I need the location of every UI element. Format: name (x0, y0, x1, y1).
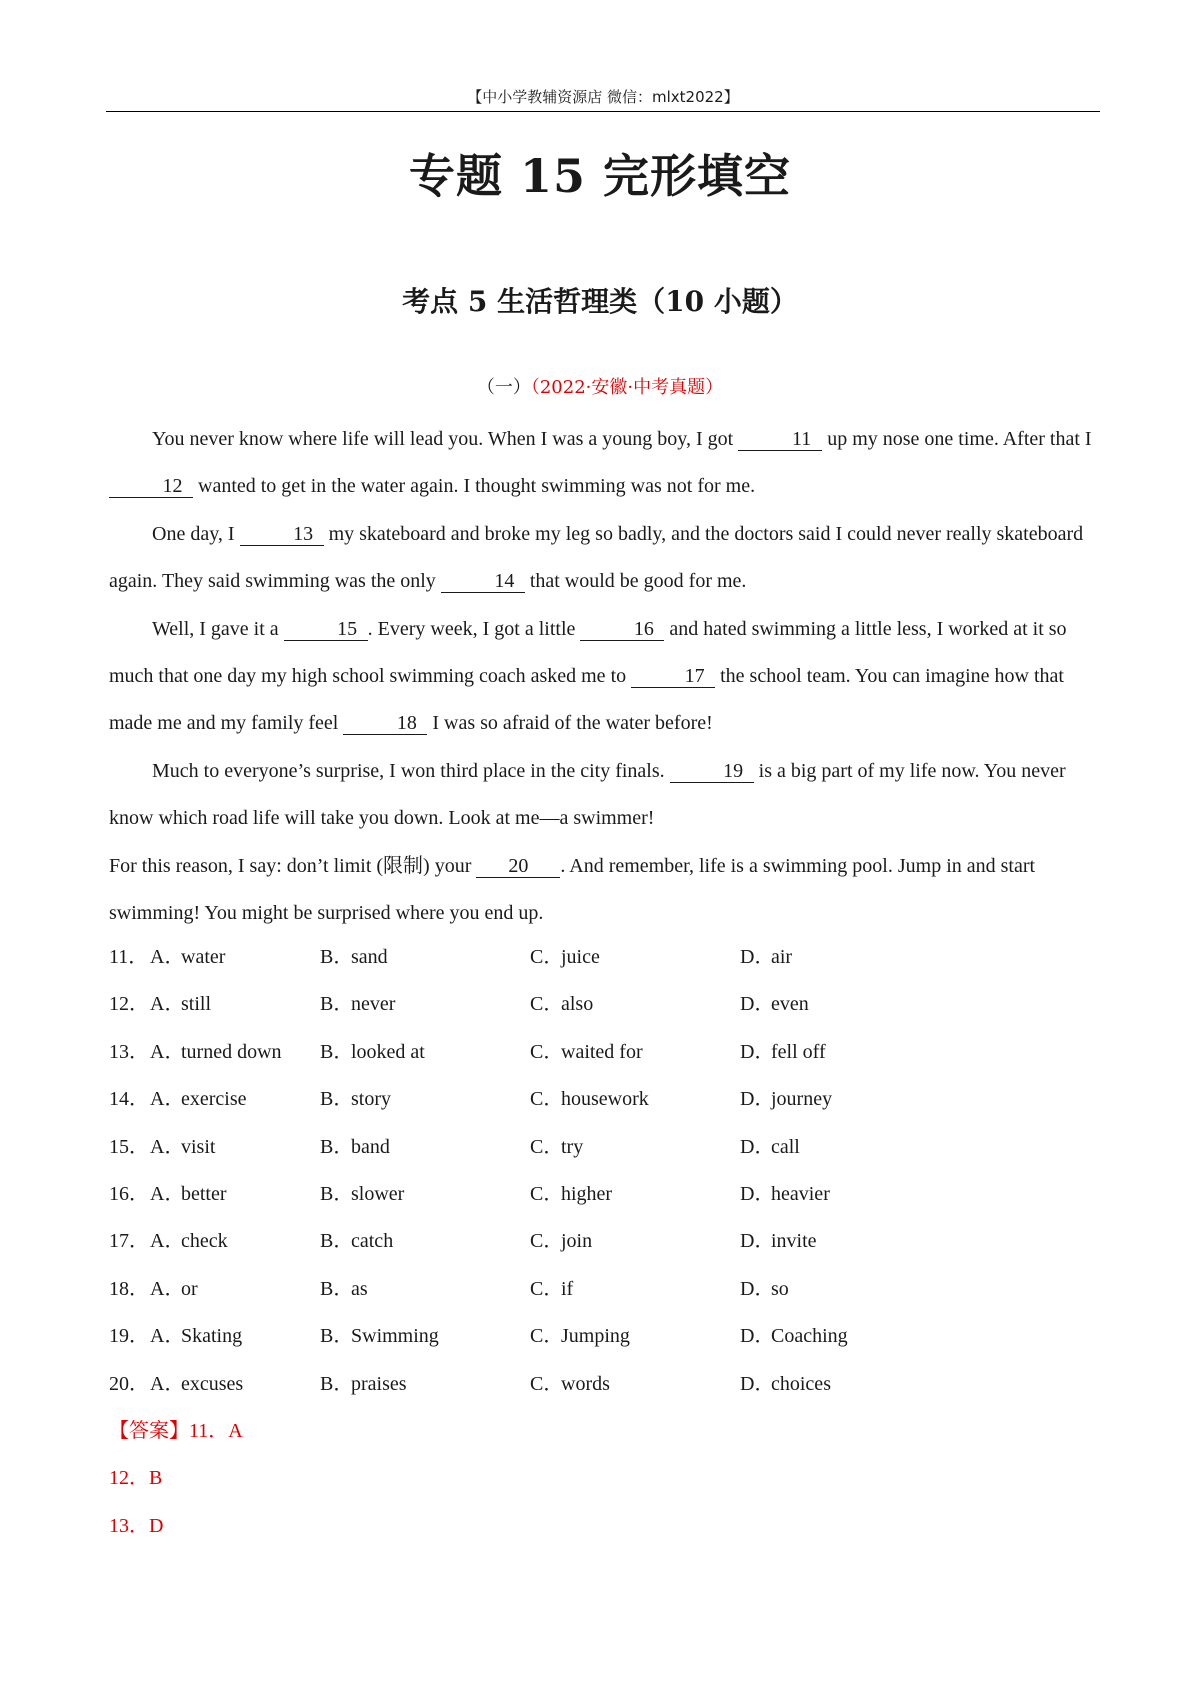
question-number: 17． (109, 1230, 149, 1253)
option-letter: A． (150, 1230, 185, 1253)
option-c (530, 1361, 610, 1408)
cloze-blank: 11 (738, 428, 822, 451)
cloze-blank: 15 (284, 618, 368, 641)
option-letter: C． (530, 1135, 564, 1158)
option-text: Swimming (351, 1325, 439, 1348)
option-text: turned down (181, 1040, 282, 1063)
question-row (109, 1029, 1099, 1076)
passage-text: For this reason, I say: don’t limit (限制) your (109, 854, 477, 877)
option-b (320, 1124, 390, 1171)
option-letter: C． (530, 1372, 564, 1395)
option-letter: D． (740, 1135, 775, 1158)
option-a (150, 1029, 282, 1076)
question-row (109, 981, 1099, 1028)
option-text: catch (351, 1230, 394, 1253)
option-d (740, 1076, 832, 1123)
passage-text: You never know where life will lead you. When I was a young boy, I got (152, 428, 739, 450)
option-text: choices (771, 1372, 831, 1395)
passage-paragraph (109, 511, 1099, 606)
cloze-blank: 13 (240, 523, 324, 546)
option-text: housework (561, 1088, 649, 1111)
option-letter: D． (740, 946, 775, 968)
option-letter: D． (740, 1325, 775, 1348)
option-d (740, 1029, 826, 1076)
option-c (530, 1076, 649, 1123)
option-letter: B． (320, 1040, 354, 1063)
option-a (150, 1076, 247, 1123)
option-letter: A． (150, 1040, 185, 1063)
option-letter: A． (150, 946, 185, 968)
option-text: also (561, 993, 594, 1016)
question-row (109, 1313, 1099, 1360)
option-text: slower (351, 1182, 405, 1205)
option-b (320, 1171, 404, 1218)
passage-text: Well, I gave it a (152, 617, 284, 640)
passage-number: （一） (476, 377, 531, 398)
option-text: better (181, 1182, 227, 1205)
cloze-blank: 20 (476, 855, 560, 878)
option-c (530, 1124, 583, 1171)
cloze-blank: 14 (441, 570, 525, 593)
option-b (320, 1076, 391, 1123)
option-text: story (351, 1088, 391, 1111)
option-letter: C． (530, 1182, 564, 1205)
option-d (740, 1124, 800, 1171)
option-d (740, 1218, 817, 1265)
option-c (530, 1218, 592, 1265)
answer-section (109, 1408, 243, 1550)
question-row (109, 1124, 1099, 1171)
option-c (530, 1266, 573, 1313)
option-b (320, 1029, 425, 1076)
option-a (150, 934, 225, 981)
passage-text: that would be good for me. (524, 570, 747, 593)
option-letter: B． (320, 1182, 354, 1205)
option-letter: B． (320, 946, 354, 968)
option-b (320, 1266, 368, 1313)
option-text: invite (771, 1230, 817, 1253)
option-a (150, 1266, 198, 1313)
option-text: or (181, 1277, 198, 1300)
option-c (530, 1313, 630, 1360)
option-text: Jumping (561, 1325, 630, 1348)
option-text: words (561, 1372, 610, 1395)
option-d (740, 981, 809, 1028)
option-letter: A． (150, 1088, 185, 1111)
question-number: 18． (109, 1277, 149, 1300)
question-number: 15． (109, 1135, 149, 1158)
passage-text: my skateboard and broke my leg so badly, and the doctors said I could never really skateboard again. They said swimming was the only (109, 522, 1084, 593)
option-text: call (771, 1135, 800, 1158)
option-b (320, 1313, 439, 1360)
option-d (740, 934, 792, 981)
passage-text: wanted to get in the water again. I thought swimming was not for me. (193, 475, 756, 498)
option-letter: A． (150, 1325, 185, 1348)
option-letter: C． (530, 993, 564, 1016)
option-a (150, 1361, 243, 1408)
section-subtitle: 考点 5 生活哲理类（10 小题） (402, 285, 798, 318)
option-letter: B． (320, 1135, 354, 1158)
option-b (320, 1218, 393, 1265)
option-letter: C． (530, 1230, 564, 1253)
option-text: fell off (771, 1040, 826, 1063)
option-letter: A． (150, 1182, 185, 1205)
passage-text: and hated swimming a little less, I worked at it so much that one day my high school swimming coach asked me to (109, 617, 1067, 688)
answer-line: 【答案】11．A (109, 1420, 243, 1442)
option-text: waited for (561, 1040, 643, 1063)
option-letter: B． (320, 1372, 354, 1395)
option-letter: D． (740, 1277, 775, 1300)
option-letter: C． (530, 1277, 564, 1300)
option-d (740, 1313, 848, 1360)
option-text: higher (561, 1182, 613, 1205)
cloze-blank: 16 (580, 618, 664, 641)
option-c (530, 1171, 612, 1218)
option-letter: D． (740, 1182, 775, 1205)
option-text: still (181, 993, 212, 1016)
option-letter: D． (740, 993, 775, 1016)
option-a (150, 981, 211, 1028)
option-letter: C． (530, 1088, 564, 1111)
option-text: join (561, 1230, 593, 1253)
option-letter: B． (320, 1325, 354, 1348)
question-number: 12． (109, 993, 149, 1016)
question-row (109, 934, 1099, 981)
option-letter: D． (740, 1230, 775, 1253)
option-text: check (181, 1230, 228, 1253)
question-number: 13． (109, 1040, 149, 1063)
option-text: water (181, 946, 226, 968)
option-text: air (771, 946, 793, 968)
option-letter: A． (150, 1135, 185, 1158)
question-number: 16． (109, 1182, 149, 1205)
question-options (109, 934, 1099, 1408)
option-text: looked at (351, 1040, 425, 1063)
option-text: never (351, 993, 396, 1016)
passage-text: I was so afraid of the water before! (427, 712, 713, 735)
option-a (150, 1313, 242, 1360)
passage-paragraph (109, 748, 1099, 843)
option-text: praises (351, 1372, 407, 1395)
question-row (109, 1361, 1099, 1408)
passage-source (0, 373, 1200, 399)
option-letter: B． (320, 993, 354, 1016)
option-letter: A． (150, 1277, 185, 1300)
option-letter: D． (740, 1088, 775, 1111)
passage-text: up my nose one time. After that I (822, 428, 1092, 450)
page-title: 专题 15 完形填空 (408, 149, 792, 203)
option-text: if (561, 1277, 574, 1300)
question-row (109, 1218, 1099, 1265)
option-text: band (351, 1135, 390, 1158)
answer-line: 12．B (109, 1467, 163, 1490)
exam-source: （2022·安徽·中考真题） (530, 377, 724, 398)
option-b (320, 934, 388, 981)
question-row (109, 1171, 1099, 1218)
option-b (320, 981, 395, 1028)
cloze-blank: 17 (631, 665, 715, 688)
passage-paragraph (109, 843, 1099, 938)
cloze-passage (109, 416, 1099, 937)
option-letter: D． (740, 1372, 775, 1395)
option-text: exercise (181, 1088, 247, 1111)
option-letter: C． (530, 1325, 564, 1348)
option-c (530, 1029, 643, 1076)
cloze-blank: 19 (670, 760, 754, 783)
option-d (740, 1266, 789, 1313)
passage-paragraph (109, 416, 1099, 511)
question-number: 11． (109, 946, 149, 968)
option-text: heavier (771, 1182, 830, 1205)
option-text: excuses (181, 1372, 244, 1395)
cloze-blank: 12 (109, 475, 193, 498)
option-d (740, 1361, 831, 1408)
option-c (530, 981, 593, 1028)
passage-text: the school team. You can imagine how that made me and my family feel (109, 665, 1064, 735)
question-row (109, 1076, 1099, 1123)
header-divider (106, 111, 1100, 112)
option-letter: C． (530, 946, 564, 968)
option-text: even (771, 993, 809, 1016)
option-text: juice (561, 946, 600, 968)
cloze-blank: 18 (343, 712, 427, 735)
option-text: Coaching (771, 1325, 848, 1348)
option-a (150, 1218, 228, 1265)
option-a (150, 1171, 227, 1218)
passage-text: One day, I (152, 522, 240, 545)
option-text: sand (351, 946, 388, 968)
option-letter: B． (320, 1088, 354, 1111)
option-letter: B． (320, 1277, 354, 1300)
option-a (150, 1124, 215, 1171)
passage-text: Much to everyone’s surprise, I won third place in the city finals. (152, 759, 670, 782)
question-number: 19． (109, 1325, 149, 1348)
question-number: 20． (109, 1372, 149, 1395)
page-header: 【中小学教辅资源店 微信：mlxt2022】 (467, 88, 739, 106)
option-c (530, 934, 600, 981)
passage-text: . And remember, life is a swimming pool. Jump in and start swimming! You might be surprised where you end up. (109, 854, 1036, 925)
option-letter: C． (530, 1040, 564, 1063)
option-letter: A． (150, 1372, 185, 1395)
option-text: journey (771, 1088, 833, 1111)
option-text: try (561, 1135, 584, 1158)
option-text: Skating (181, 1325, 243, 1348)
option-text: as (351, 1277, 368, 1300)
passage-paragraph (109, 606, 1099, 748)
question-row (109, 1266, 1099, 1313)
option-d (740, 1171, 830, 1218)
option-letter: D． (740, 1040, 775, 1063)
option-text: so (771, 1277, 789, 1300)
question-number: 14． (109, 1088, 149, 1111)
option-b (320, 1361, 407, 1408)
option-letter: A． (150, 993, 185, 1016)
passage-text: . Every week, I got a little (367, 617, 581, 640)
passage-text: is a big part of my life now. You never know which road life will take you down. Look at me—a swimmer! (109, 759, 1066, 830)
option-text: visit (181, 1135, 216, 1158)
option-letter: B． (320, 1230, 354, 1253)
answer-line: 13．D (109, 1514, 164, 1537)
